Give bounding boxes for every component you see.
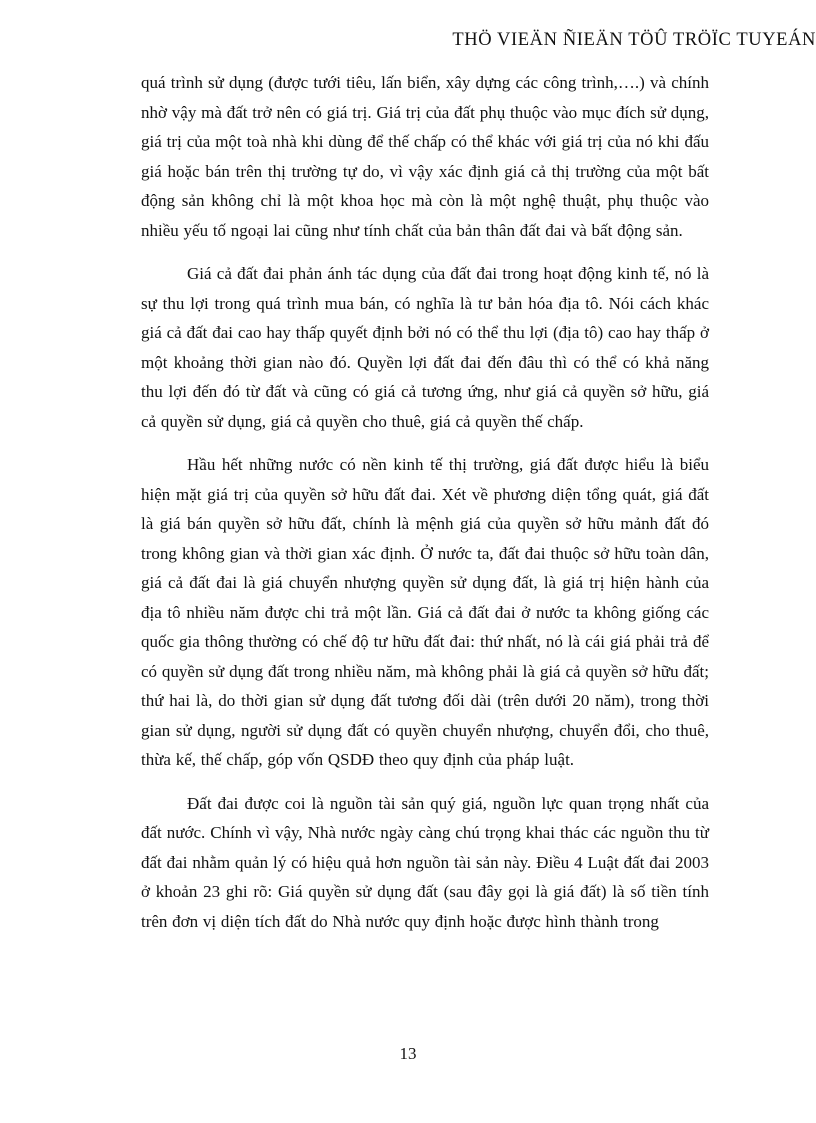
paragraph-3: Hầu hết những nước có nền kinh tế thị trường, giá đất được hiểu là biểu hiện mặt giá trị của quyền sở hữu đất đai. Xét về phương diện tổng quát, giá đất là giá bán quyền sở hữu đất, chính là mệnh giá của quyền sở hữu mảnh đất đó trong không gian và thời gian xác định. Ở nước ta, đất đai thuộc sở hữu toàn dân, giá cả đất đai là giá chuyển nhượng quyền sử dụng đất, là giá trị hiện hành của địa tô nhiều năm được chi trả một lần. Giá cả đất đai ở nước ta không giống các quốc gia thông thường có chế độ tư hữu đất đai: thứ nhất, nó là cái giá phải trả để có quyền sử dụng đất trong nhiều năm, mà không phải là giá cả quyền sở hữu đất; thứ hai là, do thời gian sử dụng đất tương đối dài (trên dưới 20 năm), trong thời gian sử dụng, người sử dụng đất có quyền chuyển nhượng, chuyển đổi, cho thuê, thừa kế, thế chấp, góp vốn QSDĐ theo quy định của pháp luật.	[141, 455, 709, 769]
page-header: THÖ VIEÄN ÑIEÄN TÖÛ TRÖÏC TUYEÁN	[452, 30, 816, 50]
paragraph-2: Giá cả đất đai phản ánh tác dụng của đất đai trong hoạt động kinh tế, nó là sự thu lợi trong quá trình mua bán, có nghĩa là tư bản hóa địa tô. Nói cách khác giá cả đất đai cao hay thấp quyết định bởi nó có thể thu lợi (địa tô) cao hay thấp ở một khoảng thời gian nào đó. Quyền lợi đất đai đến đâu thì có thể có khả năng thu lợi đến đó từ đất và cũng có giá cả tương ứng, như giá cả quyền sở hữu, giá cả quyền sử dụng, giá cả quyền cho thuê, giá cả quyền thế chấp.	[141, 264, 709, 431]
paragraph-1: quá trình sử dụng (được tưới tiêu, lấn biển, xây dựng các công trình,….) và chính nhờ vậy mà đất trở nên có giá trị. Giá trị của đất phụ thuộc vào mục đích sử dụng, giá trị của một toà nhà khi dùng để thế chấp có thể khác với giá trị của nó khi đấu giá hoặc bán trên thị trường tự do, vì vậy xác định giá cả thị trường của một bất động sản không chỉ là một khoa học mà còn là một nghệ thuật, phụ thuộc vào nhiều yếu tố ngoại lai cũng như tính chất của bản thân đất đai và bất động sản.	[141, 73, 709, 240]
page-number: 13	[399, 1044, 417, 1063]
document-body	[141, 68, 709, 950]
paragraph-4: Đất đai được coi là nguồn tài sản quý giá, nguồn lực quan trọng nhất của đất nước. Chính vì vậy, Nhà nước ngày càng chú trọng khai thác các nguồn thu từ đất đai nhằm quản lý có hiệu quả hơn nguồn tài sản này. Điều 4 Luật đất đai 2003 ở khoản 23 ghi rõ: Giá quyền sử dụng đất (sau đây gọi là giá đất) là số tiền tính trên đơn vị diện tích đất do Nhà nước quy định hoặc được hình thành trong	[141, 793, 709, 931]
